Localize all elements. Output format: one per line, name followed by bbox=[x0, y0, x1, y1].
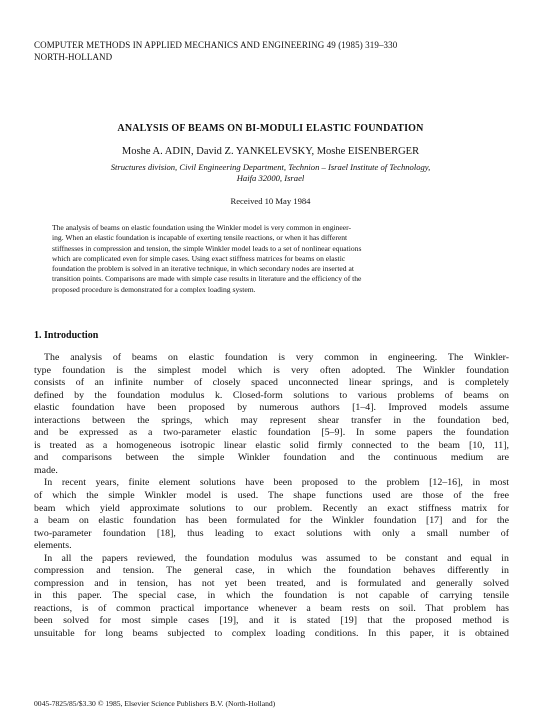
paper-title: ANALYSIS OF BEAMS ON BI-MODULI ELASTIC FOUNDATION bbox=[117, 123, 424, 134]
body-line: and be expressed as a two-parameter elastic foundation [5–9]. In some papers the foundation bbox=[34, 427, 509, 439]
abstract-line: The analysis of beams on elastic foundation using the Winkler model is very common in engineer- bbox=[52, 223, 352, 232]
body-line: reactions, is of common practical importance whenever a beam rests on soil. That problem has bbox=[34, 602, 509, 614]
journal-title: COMPUTER METHODS IN APPLIED MECHANICS AND ENGINEERING 49 (1985) 319–330 bbox=[34, 40, 398, 50]
body-line: interactions between the springs, which may represent shear transfer in the foundation bed, bbox=[34, 414, 509, 426]
abstract-line: ing. When an elastic foundation is incapable of exerting tensile reactions, or when it has different bbox=[52, 233, 348, 243]
body-line: elements. bbox=[34, 540, 72, 552]
body-line: unsuitable for long beams subjected to complex loading conditions. In this paper, it is obtained bbox=[34, 628, 509, 640]
body-line: been solved for most simple cases [19], and it is stated [19] that the proposed method is bbox=[34, 615, 509, 627]
body-line: compression and in tension, has not yet been treated, and is formulated and generally solved bbox=[34, 577, 509, 589]
body-line: of which the simple Winkler model is used. The shape functions used are those of the free bbox=[34, 490, 509, 502]
body-line: In recent years, finite element solutions have been proposed to the problem [12–16], in most bbox=[44, 477, 509, 489]
abstract-line: foundation the problem is solved in an iterative technique, in which secondary nodes are inserted at bbox=[52, 264, 354, 274]
body-text bbox=[34, 352, 509, 641]
abstract-line: proposed procedure is demonstrated for a complex loading system. bbox=[52, 284, 256, 294]
body-line: elastic foundation have been proposed by numerous authors [1–4]. Improved models assume bbox=[34, 402, 509, 414]
publisher-name: NORTH-HOLLAND bbox=[34, 51, 113, 62]
body-line: type foundation is the simplest model which is very often adopted. The Winkler foundation bbox=[34, 364, 509, 376]
abstract-line: stiffnesses in compression and tension, the simple Winkler model leads to a set of nonlinear equations bbox=[52, 243, 362, 253]
author-affiliation bbox=[0, 162, 541, 184]
paper-authors: Moshe A. ADIN, David Z. YANKELEVSKY, Moshe EISENBERGER bbox=[121, 146, 420, 157]
body-line: compression and tension. The general case, in which the foundation behaves differently in bbox=[34, 565, 509, 577]
body-line: in this paper. The special case, in which the foundation is not capable of carrying tensile bbox=[34, 590, 509, 602]
journal-header bbox=[34, 40, 397, 63]
body-line: The analysis of beams on elastic foundation is very common in engineering. The Winkler- bbox=[44, 352, 509, 363]
body-line: a beam on elastic foundation has been formulated for the Winkler foundation [17] and for the bbox=[34, 515, 509, 527]
body-line: made. bbox=[34, 464, 58, 476]
affiliation-line: Haifa 32000, Israel bbox=[236, 173, 305, 183]
body-line: two-parameter foundation [18], thus leading to exact solutions with only a small number of bbox=[34, 527, 509, 539]
body-line: consists of an infinite number of closely spaced unconnected linear springs, and is completely bbox=[34, 377, 509, 389]
abstract-line: which are complicated even for simple cases. Using exact stiffness matrices for beams on elastic bbox=[52, 253, 346, 263]
affiliation-line: Structures division, Civil Engineering Department, Technion – Israel Institute of Technology, bbox=[110, 162, 431, 172]
received-date: Received 10 May 1984 bbox=[230, 196, 311, 206]
copyright-footer: 0045-7825/85/$3.30 © 1985, Elsevier Science Publishers B.V. (North-Holland) bbox=[34, 699, 276, 708]
body-line: beam which yield approximate solutions to our problem. Recently an exact stiffness matrix for bbox=[34, 502, 509, 514]
body-line: is treated as a homogeneous isotropic linear elastic solid firmly connected to the beam [10, 11], bbox=[34, 439, 509, 451]
body-line: In all the papers reviewed, the foundation modulus was assumed to be constant and equal in bbox=[44, 552, 509, 564]
abstract bbox=[52, 223, 492, 295]
body-line: defined by the foundation modulus k. Closed-form solutions to various problems of beams on bbox=[34, 389, 509, 401]
abstract-line: transition points. Comparisons are made with simple case results in literature and the efficiency of the bbox=[52, 274, 362, 284]
section-heading: 1. Introduction bbox=[34, 330, 99, 341]
body-line: and comparisons between the simple Winkler foundation and the continuous medium are bbox=[34, 452, 509, 464]
